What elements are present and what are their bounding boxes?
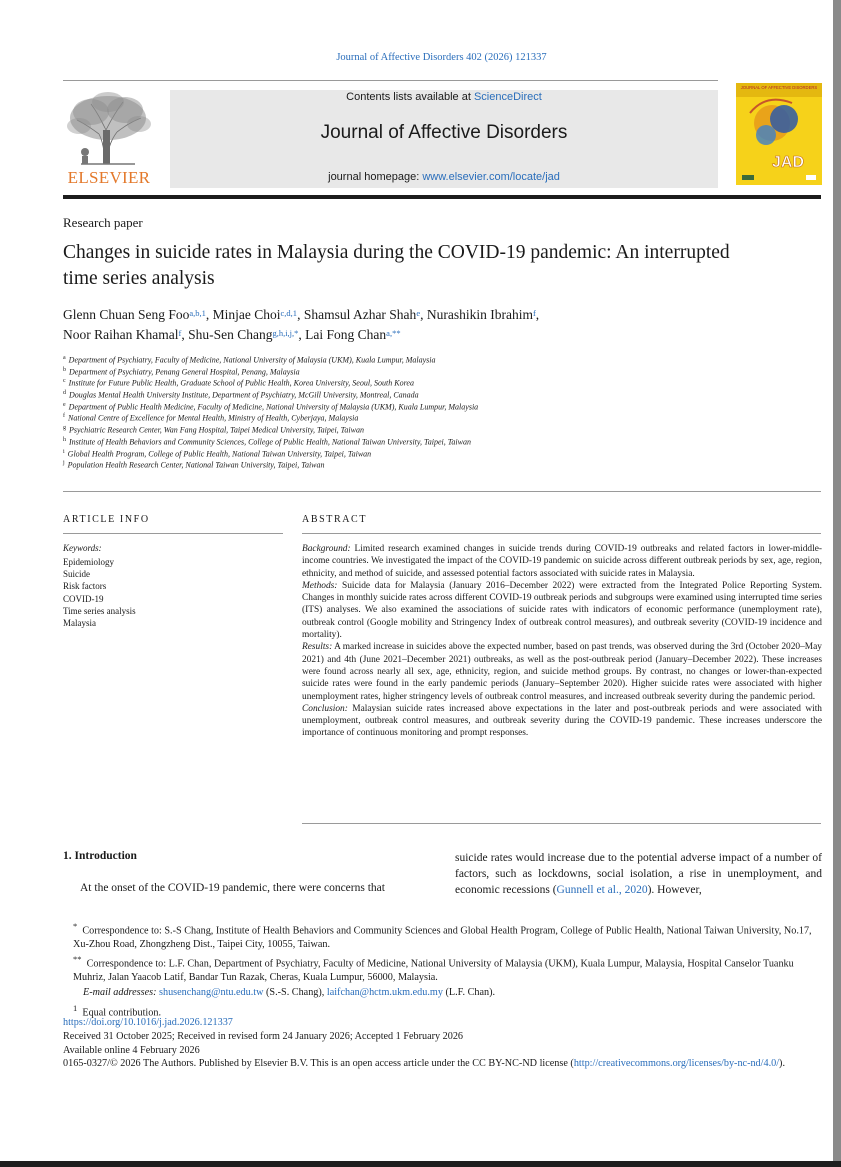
bottom-bar xyxy=(0,1161,841,1167)
affiliation-text: Institute for Future Public Health, Graduate School of Public Health, Korea University, Seoul, South Korea xyxy=(68,379,414,389)
abstract-section xyxy=(302,703,822,740)
email-label: E-mail addresses: xyxy=(83,987,157,999)
footnote-mark: ** xyxy=(73,954,82,965)
keyword-item: Epidemiology xyxy=(63,557,114,567)
keywords-label: Keywords: xyxy=(63,543,102,553)
correspondence-footnote-2 xyxy=(63,953,823,984)
header-divider xyxy=(63,80,718,81)
license-link[interactable]: http://creativecommons.org/licenses/by-nc-nd/4.0/ xyxy=(573,1058,780,1070)
journal-citation[interactable]: Journal of Affective Disorders 402 (2026) 121337 xyxy=(336,52,547,63)
author-affiliation-mark[interactable]: c,d,1 xyxy=(280,308,298,318)
affiliation-key: a xyxy=(63,355,66,361)
affiliation-text: Department of Public Health Medicine, Faculty of Medicine, National University of Malaysia (UKM), Kuala Lumpur, Malaysia xyxy=(68,402,479,412)
article-info-rule xyxy=(63,533,283,534)
author-separator: , xyxy=(205,307,213,322)
affiliation-item xyxy=(63,388,803,400)
affiliation-key: j xyxy=(63,460,65,467)
author-affiliation-mark[interactable]: g,h,i,j,* xyxy=(272,328,299,338)
affiliation-item xyxy=(63,435,803,447)
author-name[interactable]: Nurashikin Ibrahim xyxy=(426,307,533,322)
author-name[interactable]: Minjae Choi xyxy=(212,307,281,322)
introduction-left-column: At the onset of the COVID-19 pandemic, there were concerns that xyxy=(80,882,385,894)
abstract-section-label: Results: xyxy=(302,642,333,653)
keyword-list xyxy=(63,556,136,629)
elsevier-wordmark: ELSEVIER xyxy=(67,168,151,187)
article-title: Changes in suicide rates in Malaysia during the COVID-19 pandemic: An interrupted time series analysis xyxy=(63,242,730,289)
keyword-item: Suicide xyxy=(63,569,90,580)
journal-homepage xyxy=(170,171,718,183)
license-statement xyxy=(63,1057,823,1071)
affiliation-text: Department of Psychiatry, Faculty of Medicine, National University of Malaysia (UKM), Kuala Lumpur, Malaysia xyxy=(68,355,436,365)
abstract-heading: ABSTRACT xyxy=(302,514,368,525)
affiliation-key: b xyxy=(63,366,66,373)
abstract-section-text: Malaysian suicide rates increased above expectations in the later and post-outbreak periods and were associated with unemployment, outbreak control measures, and outbreak severity during the COVID-19 pandemic. These increases underscore the importance of continuous monitoring and prompt responses. xyxy=(302,703,822,739)
abstract-section-text: A marked increase in suicides above the expected number, based on past trends, was observed during the 3rd (October 2020–May 2021) and 4th (June 2021–December 2021) outbreaks, as well as the post-outbreak period (January–December 2022). These increases were found across nearly all sex, age, ethnicity, region, and suicide method groups. By contrast, no changes or lower-than-expected suicide rates were found in the early pandemic periods (January–September 2020). Higher suicide rates were associated with higher unemployment rates, higher stringency levels of outbreak control measures, and increased outbreak severity during the pandemic period. xyxy=(302,642,822,702)
intro-right-tail: ). However, xyxy=(647,884,702,896)
section-divider xyxy=(63,491,821,492)
affiliation-key: g xyxy=(63,425,66,432)
affiliation-item xyxy=(63,365,803,377)
abstract-section-text: Limited research examined changes in suicide trends during COVID-19 outbreaks and related factors in lower-middle-income countries. We investigated the impact of the COVID-19 pandemic on suicide across different outbreak periods by sex, age, region, ethnicity, and method of suicide, and assessed potential factors associated with suicide rates in Malaysia. xyxy=(302,544,822,579)
contents-availability xyxy=(170,91,718,103)
affiliation-key: c xyxy=(63,378,66,385)
introduction-heading: 1. Introduction xyxy=(63,850,137,862)
article-info-heading: ARTICLE INFO xyxy=(63,514,150,525)
abstract-body xyxy=(302,543,822,740)
keyword-item: Time series analysis xyxy=(63,605,136,616)
footnote-mark: * xyxy=(73,921,78,931)
author-name[interactable]: Glenn Chuan Seng Foo xyxy=(63,307,190,322)
affiliation-text: Department of Psychiatry, Penang General Hospital, Penang, Malaysia xyxy=(69,367,300,377)
sciencedirect-link[interactable]: ScienceDirect xyxy=(473,91,542,103)
correspondence-footnote-1 xyxy=(63,920,823,951)
footnote-mark: 1 xyxy=(73,1002,78,1013)
email-link-chan[interactable]: laifchan@hctm.ukm.edu.my xyxy=(326,987,443,999)
affiliation-key: d xyxy=(63,390,66,397)
author-list xyxy=(63,305,803,345)
author-affiliation-mark[interactable]: a,** xyxy=(386,328,401,338)
abstract-section-label: Background: xyxy=(302,544,351,554)
correspondence-1-text: Correspondence to: S.-S Chang, Institute of Health Behaviors and Community Sciences and Global Health Program, College of Public Health, National Taiwan University, No.17, Xu-Zhou Road, Zhongzheng Dist., Taipei City, 10055, Taiwan. xyxy=(73,925,812,950)
header-thick-rule xyxy=(63,195,821,199)
abstract-section xyxy=(302,543,822,580)
abstract-rule xyxy=(302,533,821,534)
affiliation-key: e xyxy=(63,401,66,408)
introduction-right-column xyxy=(455,850,822,898)
affiliation-text: Douglas Mental Health University Institute, Department of Psychiatry, McGill University, Montreal, Canada xyxy=(69,390,419,400)
publication-info xyxy=(63,1016,823,1071)
email-owner-2: (L.F. Chan). xyxy=(442,987,496,999)
journal-title: Journal of Affective Disorders xyxy=(320,122,568,143)
affiliation-text: Global Health Program, College of Public Health, National Taiwan University, Taipei, Taiwan xyxy=(67,449,372,459)
affiliation-item xyxy=(63,447,803,459)
abstract-section xyxy=(302,580,822,641)
email-footnote xyxy=(63,986,823,999)
affiliation-key: f xyxy=(63,413,65,420)
affiliation-item xyxy=(63,411,803,423)
cover-initials: JAD xyxy=(771,154,805,171)
affiliation-text: Population Health Research Center, National Taiwan University, Taipei, Taiwan xyxy=(67,460,325,470)
author-affiliation-mark[interactable]: a,b,1 xyxy=(189,308,206,318)
abstract-section-text: Suicide data for Malaysia (January 2016–December 2022) were extracted from the Integrated Police Reporting System. Changes in monthly suicide rates across different COVID-19 outbreak periods and subgroups were examined using interrupted time series (ITS) analyses. We also examined the associations of suicide rates with indicators of economic performance (unemployment rate), outbreak control (Google mobility and Stringency Index of outbreak control measures), and outbreak severity (COVID-19 incidence and mortality). xyxy=(302,580,822,641)
keyword-item: Malaysia xyxy=(63,618,96,629)
footnotes xyxy=(63,920,823,1022)
author-name[interactable]: Shu-Sen Chang xyxy=(188,327,273,342)
citation-link[interactable]: Gunnell et al., 2020 xyxy=(556,884,648,896)
author-separator: , xyxy=(420,307,427,322)
author-affiliation-mark[interactable]: f xyxy=(178,328,182,338)
doi-link[interactable]: https://doi.org/10.1016/j.jad.2026.121337 xyxy=(63,1017,233,1028)
affiliation-text: Psychiatric Research Center, Wan Fang Hospital, Taipei Medical University, Taipei, Taiwan xyxy=(69,425,364,435)
email-owner-1: (S.-S. Chang), xyxy=(263,987,327,999)
author-name[interactable]: Lai Fong Chan xyxy=(305,327,387,342)
online-date: Available online 4 February 2026 xyxy=(63,1044,200,1056)
intro-right-text: suicide rates would increase due to the potential adverse impact of a number of factors, such as lockdowns, social isolation, a rise in unemployment, and economic recessions ( xyxy=(455,852,822,896)
contents-prefix: Contents lists available at xyxy=(346,91,474,103)
affiliation-item xyxy=(63,376,803,388)
affiliation-item xyxy=(63,400,803,412)
abstract-bottom-rule xyxy=(302,823,821,824)
license-prefix: 0165-0327/© 2026 The Authors. Published by Elsevier B.V. This is an open access article under the CC BY-NC-ND license ( xyxy=(63,1058,574,1070)
keyword-item: COVID-19 xyxy=(63,593,104,604)
author-separator: , xyxy=(181,327,189,342)
abstract-section-label: Methods: xyxy=(302,580,338,591)
affiliation-item xyxy=(63,423,803,435)
affiliation-text: National Centre of Excellence for Mental Health, Ministry of Health, Cyberjaya, Malaysia xyxy=(68,414,359,424)
abstract-section xyxy=(302,641,822,702)
article-type: Research paper xyxy=(63,215,143,230)
homepage-link[interactable]: www.elsevier.com/locate/jad xyxy=(422,171,560,183)
affiliation-key: i xyxy=(63,448,65,455)
author-name[interactable]: Noor Raihan Khamal xyxy=(63,327,179,342)
equal-contribution-text: Equal contribution. xyxy=(82,1007,161,1019)
cover-title: JOURNAL OF AFFECTIVE DISORDERS xyxy=(740,85,818,90)
homepage-prefix: journal homepage: xyxy=(328,171,423,183)
license-suffix: ). xyxy=(779,1058,785,1070)
author-separator: , xyxy=(297,307,304,322)
author-affiliation-mark[interactable]: f xyxy=(532,308,536,318)
author-affiliation-mark[interactable]: e xyxy=(416,308,421,318)
author-separator: , xyxy=(535,307,540,322)
journal-cover-image[interactable] xyxy=(736,83,822,185)
author-name[interactable]: Shamsul Azhar Shah xyxy=(303,307,417,322)
page-edge-shadow xyxy=(833,0,841,1167)
author-separator: , xyxy=(298,327,306,342)
affiliation-item xyxy=(63,458,803,470)
email-link-chang[interactable]: shusenchang@ntu.edu.tw xyxy=(159,987,264,999)
affiliation-list xyxy=(63,353,803,470)
affiliation-item xyxy=(63,353,803,365)
affiliation-key: h xyxy=(63,436,66,443)
abstract-section-label: Conclusion: xyxy=(302,703,348,714)
keyword-item: Risk factors xyxy=(63,581,107,592)
received-dates: Received 31 October 2025; Received in revised form 24 January 2026; Accepted 1 February 2026 xyxy=(63,1030,464,1042)
correspondence-2-text: Correspondence to: L.F. Chan, Department of Psychiatry, Faculty of Medicine, National University of Malaysia (UKM), Kuala Lumpur, Malaysia, Hospital Canselor Tuanku Muhriz, Jalan Yaacob Latif, Bandar Tun Razak, Cheras, Kuala Lumpur, 56000, Malaysia. xyxy=(73,958,794,983)
affiliation-text: Institute of Health Behaviors and Community Sciences, College of Public Health, National Taiwan University, Taipei, Taiwan xyxy=(69,437,471,447)
